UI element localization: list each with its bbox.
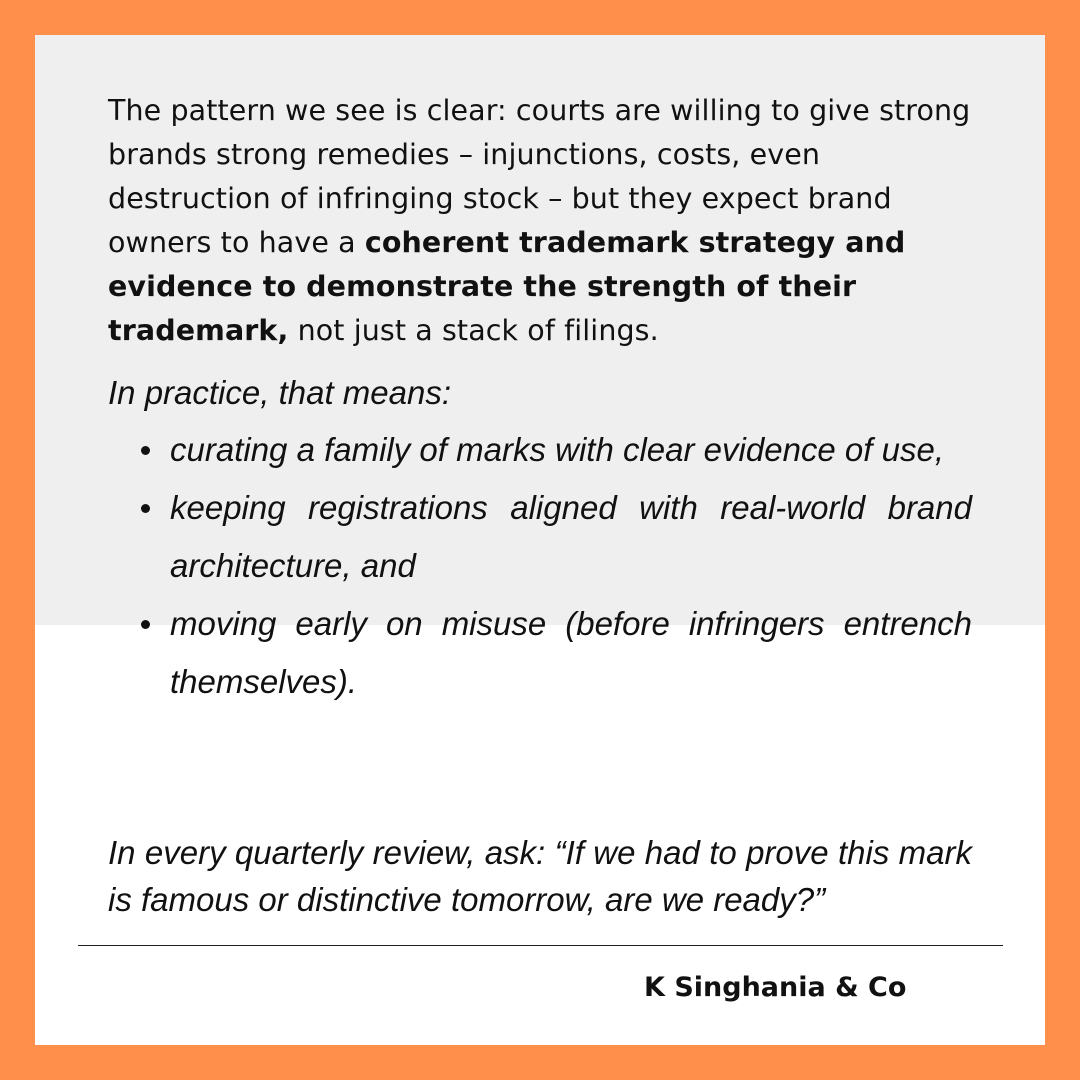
- intro-text-end: not just a stack of filings.: [288, 314, 659, 347]
- bullet-text: moving early on misuse (before infringers entrench themselves).: [170, 605, 972, 700]
- bullet-text: keeping registrations aligned with real-world brand architecture, and: [170, 489, 972, 584]
- bullet-item: [108, 595, 972, 711]
- practice-bullet-list: [108, 421, 972, 711]
- practice-heading: In practice, that means:: [108, 374, 452, 411]
- intro-paragraph: [108, 89, 988, 353]
- intro-bold-emphasis: coherent trademark strategy and evidence to demonstrate the strength of their trademark,: [108, 226, 906, 347]
- intro-text-start: The pattern we see is clear: courts are willing to give strong brands strong remedies – injunctions, costs, even destruction of infringing stock – but they expect brand owners to have a: [108, 94, 971, 259]
- bullet-item: [108, 479, 972, 595]
- bullet-item: [108, 421, 972, 479]
- bullet-text: curating a family of marks with clear evidence of use,: [170, 431, 945, 468]
- bullet-dot-icon: [141, 504, 150, 513]
- post-card: [35, 35, 1045, 1045]
- firm-signature: K Singhania & Co: [644, 972, 907, 1003]
- bullet-dot-icon: [141, 446, 150, 455]
- closing-question: In every quarterly review, ask: “If we had to prove this mark is famous or distinctive tomorrow, are we ready?”: [108, 834, 972, 918]
- bullet-dot-icon: [141, 620, 150, 629]
- divider-line: [78, 945, 1003, 946]
